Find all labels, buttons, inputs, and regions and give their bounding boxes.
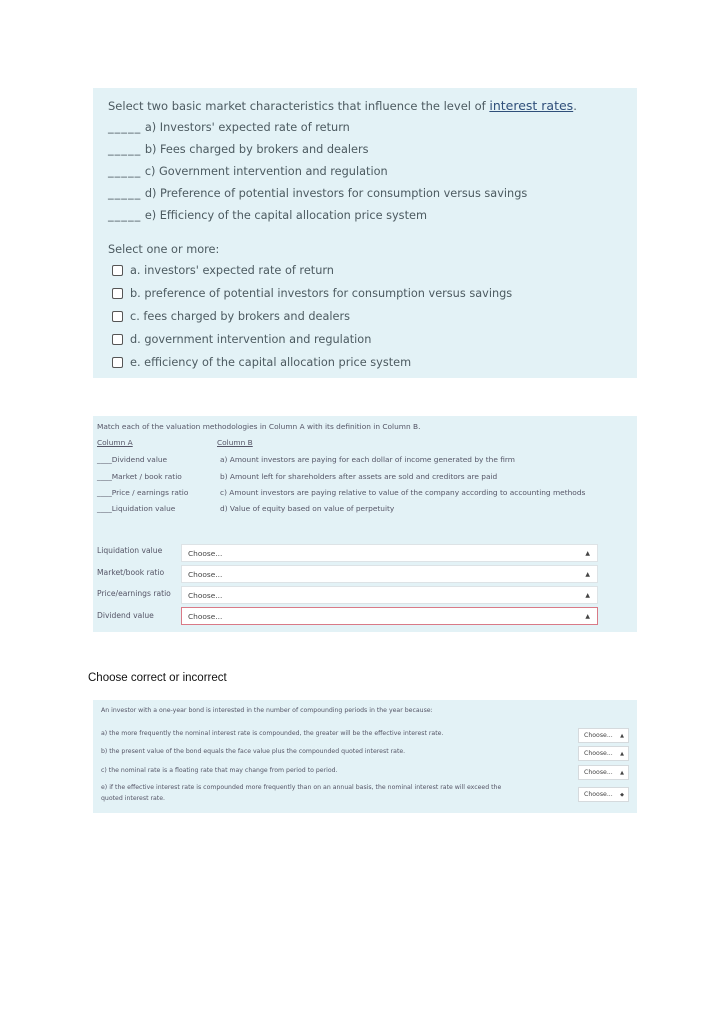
q3-select-c[interactable]: Choose... ▲ <box>578 765 629 780</box>
statement-b: _____ b) Fees charged by brokers and dealers <box>108 143 369 156</box>
statement-e: _____ e) Efficiency of the capital allocation price system <box>108 209 427 222</box>
select-arrow-icon: ▲ <box>620 770 624 776</box>
column-a-item: ____Market / book ratio <box>97 472 182 481</box>
option-d[interactable]: d. government intervention and regulation <box>112 333 371 346</box>
market-book-ratio-select[interactable]: Choose... ▲ <box>181 565 598 583</box>
match-label-dividend: Dividend value <box>97 611 154 620</box>
match-label-price-earnings: Price/earnings ratio <box>97 589 171 598</box>
option-e[interactable]: e. efficiency of the capital allocation price system <box>112 356 411 369</box>
statement-a: _____ a) Investors' expected rate of return <box>108 121 350 134</box>
q3-select-e[interactable]: Choose... ◆ <box>578 787 629 802</box>
question-2-prompt: Match each of the valuation methodologies in Column A with its definition in Column B. <box>97 422 421 431</box>
q3-statement-c: c) the nominal rate is a floating rate that may change from period to period. <box>101 767 338 774</box>
question-2-panel <box>93 416 637 632</box>
question-3-prompt: An investor with a one-year bond is interested in the number of compounding periods in the year because: <box>101 707 433 714</box>
statement-d: _____ d) Preference of potential investors for consumption versus savings <box>108 187 528 200</box>
q3-statement-e: e) if the effective interest rate is compounded more frequently than on an annual basis, the nominal interest rate will exceed the <box>101 784 502 791</box>
option-a[interactable]: a. investors' expected rate of return <box>112 264 334 277</box>
dividend-value-select[interactable]: Choose... ▲ <box>181 607 598 625</box>
checkbox-c[interactable] <box>112 311 123 322</box>
price-earnings-ratio-select[interactable]: Choose... ▲ <box>181 586 598 604</box>
checkbox-e[interactable] <box>112 357 123 368</box>
column-a-header: Column A <box>97 438 133 447</box>
select-one-or-more-label: Select one or more: <box>108 243 220 256</box>
section-heading: Choose correct or incorrect <box>88 672 227 684</box>
column-b-item: a) Amount investors are paying for each dollar of income generated by the firm <box>220 455 515 464</box>
column-b-header: Column B <box>217 438 253 447</box>
liquidation-value-select[interactable]: Choose... ▲ <box>181 544 598 562</box>
select-arrow-icon: ▲ <box>585 550 590 557</box>
select-arrow-icon: ▲ <box>585 613 590 620</box>
column-b-item: c) Amount investors are paying relative to value of the company according to accounting methods <box>220 488 586 497</box>
statement-c: _____ c) Government intervention and regulation <box>108 165 388 178</box>
select-arrow-icon: ▲ <box>585 571 590 578</box>
column-b-item: d) Value of equity based on value of perpetuity <box>220 504 395 513</box>
select-arrow-icon: ◆ <box>620 792 624 798</box>
select-arrow-icon: ▲ <box>620 733 624 739</box>
checkbox-d[interactable] <box>112 334 123 345</box>
checkbox-b[interactable] <box>112 288 123 299</box>
q3-statement-a: a) the more frequently the nominal interest rate is compounded, the greater will be the effective interest rate. <box>101 730 444 737</box>
question-1-panel <box>93 88 637 378</box>
option-c[interactable]: c. fees charged by brokers and dealers <box>112 310 350 323</box>
select-arrow-icon: ▲ <box>585 592 590 599</box>
q3-statement-b: b) the present value of the bond equals the face value plus the compounded quoted interest rate. <box>101 748 406 755</box>
match-label-liquidation: Liquidation value <box>97 546 163 555</box>
q3-select-b[interactable]: Choose... ▲ <box>578 746 629 761</box>
q3-select-a[interactable]: Choose... ▲ <box>578 728 629 743</box>
question-1-prompt: Select two basic market characteristics that influence the level of interest rates. <box>108 98 577 113</box>
checkbox-a[interactable] <box>112 265 123 276</box>
select-arrow-icon: ▲ <box>620 751 624 757</box>
question-3-panel <box>93 700 637 813</box>
column-b-item: b) Amount left for shareholders after assets are sold and creditors are paid <box>220 472 498 481</box>
option-b[interactable]: b. preference of potential investors for consumption versus savings <box>112 287 512 300</box>
interest-rates-link[interactable]: interest rates <box>489 98 574 113</box>
match-label-market-book: Market/book ratio <box>97 568 165 577</box>
q3-statement-e-cont: quoted interest rate. <box>101 795 166 802</box>
column-a-item: ____Liquidation value <box>97 504 176 513</box>
column-a-item: ____Price / earnings ratio <box>97 488 189 497</box>
column-a-item: ____Dividend value <box>97 455 168 464</box>
